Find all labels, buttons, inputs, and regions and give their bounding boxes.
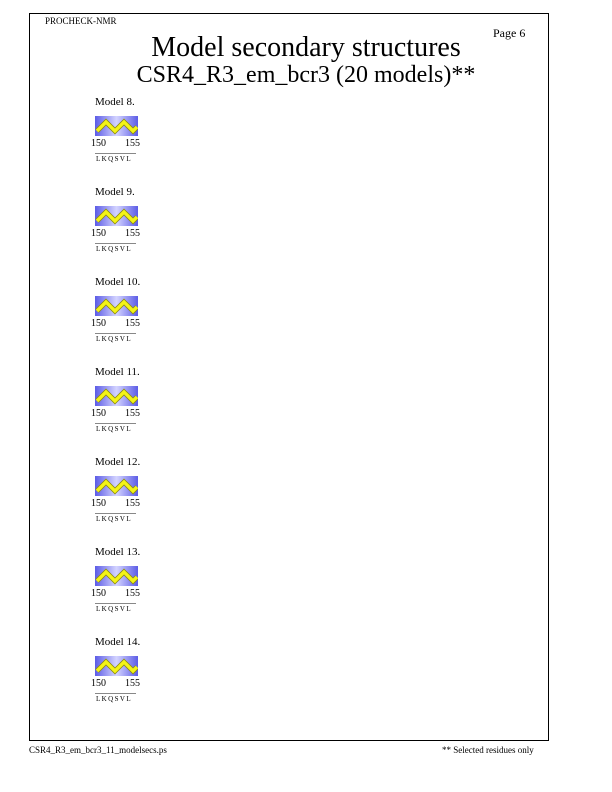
residue-start-label: 150 bbox=[91, 138, 106, 149]
model-block bbox=[93, 96, 213, 176]
residue-sequence: LKQSVL bbox=[96, 155, 133, 163]
residue-end-label: 155 bbox=[125, 318, 140, 329]
residue-end-label: 155 bbox=[125, 678, 140, 689]
page-subtitle: CSR4_R3_em_bcr3 (20 models)** bbox=[136, 62, 476, 88]
model-block bbox=[93, 636, 213, 716]
page-number: Page 6 bbox=[493, 26, 526, 40]
model-label: Model 9. bbox=[95, 186, 135, 198]
sequence-rule bbox=[95, 243, 136, 244]
model-block bbox=[93, 186, 213, 266]
model-block bbox=[93, 366, 213, 446]
sequence-rule bbox=[95, 603, 136, 604]
model-label: Model 13. bbox=[95, 546, 141, 558]
residue-end-label: 155 bbox=[125, 138, 140, 149]
residue-end-label: 155 bbox=[125, 408, 140, 419]
model-label: Model 10. bbox=[95, 276, 141, 288]
model-label: Model 8. bbox=[95, 96, 135, 108]
residue-sequence: LKQSVL bbox=[96, 605, 133, 613]
secondary-structure-strip bbox=[95, 386, 138, 406]
residue-start-label: 150 bbox=[91, 678, 106, 689]
residue-end-label: 155 bbox=[125, 498, 140, 509]
footer-filename: CSR4_R3_em_bcr3_11_modelsecs.ps bbox=[29, 745, 167, 755]
model-label: Model 12. bbox=[95, 456, 141, 468]
residue-sequence: LKQSVL bbox=[96, 515, 133, 523]
residue-start-label: 150 bbox=[91, 228, 106, 239]
residue-end-label: 155 bbox=[125, 588, 140, 599]
residue-start-label: 150 bbox=[91, 498, 106, 509]
model-block bbox=[93, 456, 213, 536]
secondary-structure-strip bbox=[95, 116, 138, 136]
secondary-structure-strip bbox=[95, 566, 138, 586]
secondary-structure-strip bbox=[95, 296, 138, 316]
sequence-rule bbox=[95, 153, 136, 154]
residue-sequence: LKQSVL bbox=[96, 425, 133, 433]
residue-start-label: 150 bbox=[91, 588, 106, 599]
sequence-rule bbox=[95, 513, 136, 514]
residue-sequence: LKQSVL bbox=[96, 245, 133, 253]
model-block bbox=[93, 546, 213, 626]
secondary-structure-strip bbox=[95, 476, 138, 496]
model-block bbox=[93, 276, 213, 356]
sequence-rule bbox=[95, 333, 136, 334]
residue-sequence: LKQSVL bbox=[96, 335, 133, 343]
residue-start-label: 150 bbox=[91, 318, 106, 329]
model-label: Model 14. bbox=[95, 636, 141, 648]
sequence-rule bbox=[95, 693, 136, 694]
secondary-structure-strip bbox=[95, 206, 138, 226]
residue-end-label: 155 bbox=[125, 228, 140, 239]
residue-start-label: 150 bbox=[91, 408, 106, 419]
page-title: Model secondary structures bbox=[151, 32, 461, 63]
model-label: Model 11. bbox=[95, 366, 140, 378]
program-name: PROCHECK-NMR bbox=[45, 16, 117, 26]
footer-note: ** Selected residues only bbox=[442, 745, 534, 755]
residue-sequence: LKQSVL bbox=[96, 695, 133, 703]
secondary-structure-strip bbox=[95, 656, 138, 676]
sequence-rule bbox=[95, 423, 136, 424]
